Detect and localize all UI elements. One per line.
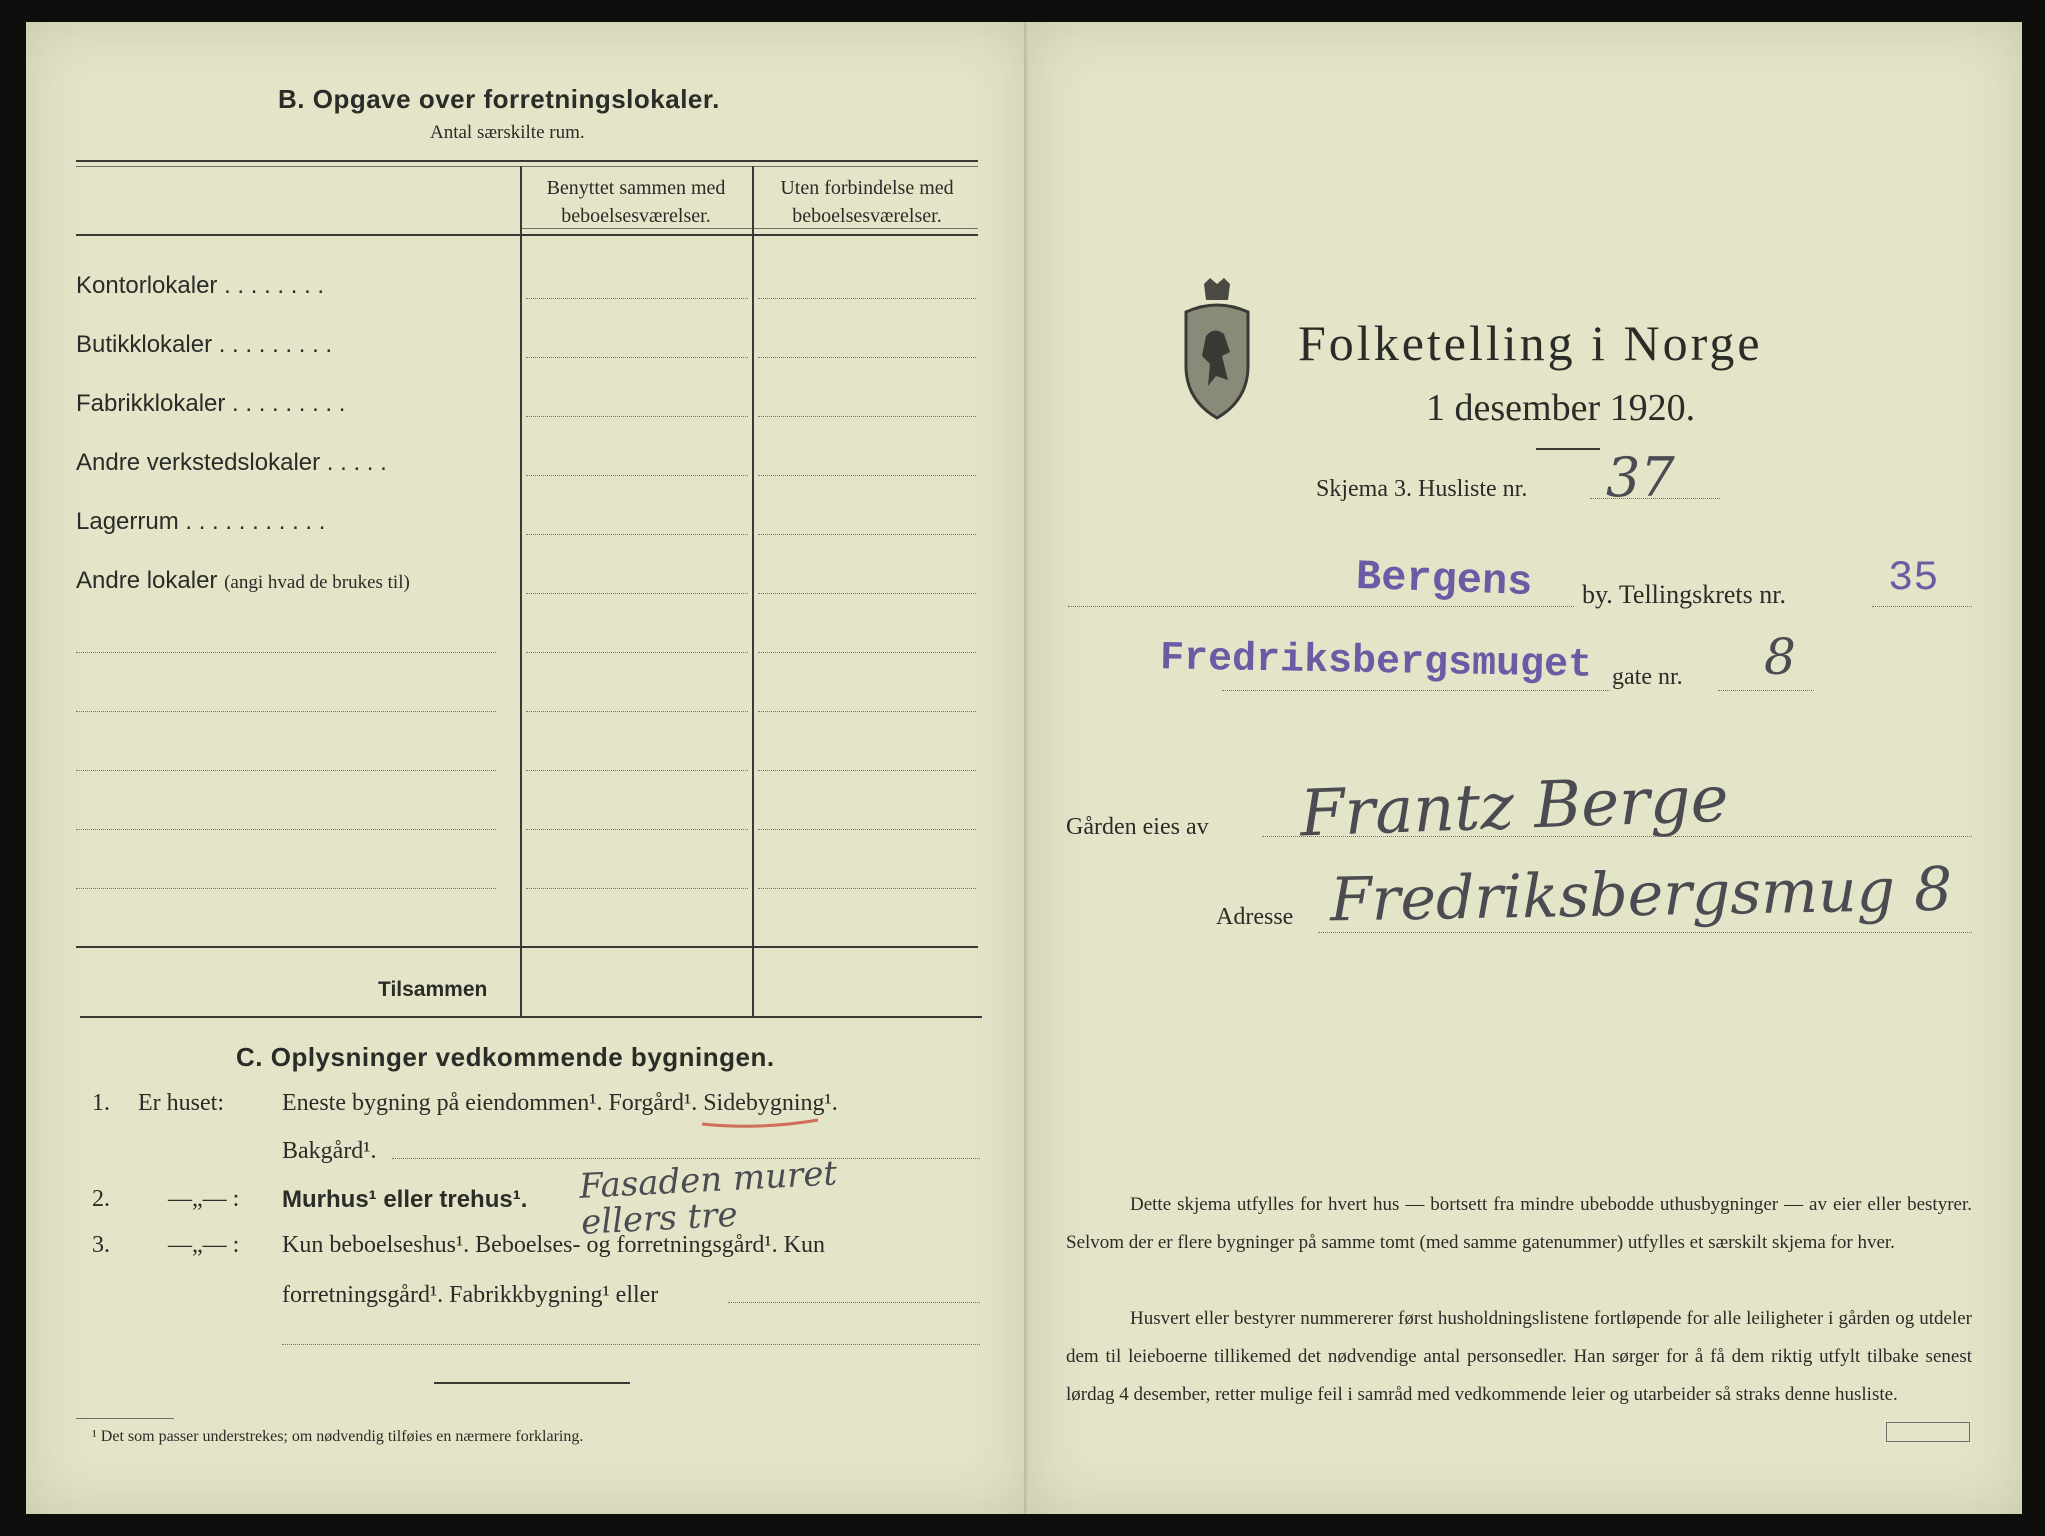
gate-label: gate nr.: [1612, 664, 1683, 690]
q2-lead: —„— :: [168, 1186, 240, 1212]
forgard-underline-mark: [700, 1116, 822, 1130]
section-c-title: C. Oplysninger vedkommende bygningen.: [236, 1042, 775, 1072]
row-label-butikk: Butikklokaler . . . . . . . . .: [76, 331, 333, 358]
q2-handwritten-answer: Fasaden muret ellers tre: [578, 1153, 839, 1243]
total-top-rule: [76, 946, 978, 948]
skjema-label: Skjema 3. Husliste nr.: [1316, 476, 1528, 502]
row-label-lager: Lagerrum . . . . . . . . . . .: [76, 508, 326, 535]
q3-number: 3.: [92, 1232, 110, 1258]
right-page: [1030, 22, 2022, 1514]
table-col-divider-2: [752, 166, 754, 946]
row-label-kontor: Kontorlokaler . . . . . . . .: [76, 272, 325, 299]
row-label-fabrikk: Fabrikklokaler . . . . . . . . .: [76, 390, 346, 417]
q1-lead: Er huset:: [138, 1090, 224, 1116]
owner-label: Gården eies av: [1066, 814, 1209, 840]
q3-options-cont: forretningsgård¹. Fabrikkbygning¹ eller: [282, 1282, 659, 1308]
by-krets-label: by. Tellingskrets nr.: [1582, 580, 1787, 609]
street-stamp: Fredriksbergsmuget: [1159, 636, 1593, 689]
address-label: Adresse: [1216, 904, 1294, 930]
instructions-paragraph-1: Dette skjema utfylles for hvert hus — bortsett fra mindre ubebodde uthusbygninger — av eier eller bestyrer. Selvom der er flere bygninger på samme tomt (med samme gatenummer) utfylles et særskilt skjema for hver.: [1066, 1194, 1972, 1253]
row-label-verksted: Andre verkstedslokaler . . . . .: [76, 449, 387, 476]
q1-options: Eneste bygning på eiendommen¹. Forgård¹. Sidebygning¹.: [282, 1090, 838, 1116]
section-b-subtitle: Antal særskilte rum.: [430, 122, 585, 143]
footnote: ¹ Det som passer understrekes; om nødvendig tilføies en nærmere forklaring.: [92, 1428, 584, 1445]
row-label-andre: [76, 567, 410, 595]
total-label: Tilsammen: [378, 978, 488, 1001]
instructions-paragraph-2: Husvert eller bestyrer nummererer først husholdningslistene fortløpende for alle leiligheter i gården og utdeler dem til leieboerne tillikemed det nødvendige antal personsedler. Han sørger for å få dem riktig utfylt tilbake senest lørdag 4 desember, retter mulige feil i samråd med vedkommende leier og utarbeider så straks denne husliste.: [1066, 1308, 1972, 1405]
census-date: 1 desember 1920.: [1426, 387, 1696, 429]
table-col-divider-1: [520, 166, 522, 946]
q2-number: 2.: [92, 1186, 110, 1212]
tellingskrets-number: 35: [1888, 554, 1939, 602]
gate-number: 8: [1764, 628, 1796, 686]
table-top-rule: [76, 160, 978, 162]
city-stamp: Bergens: [1355, 552, 1534, 608]
andre-label: Andre lokaler: [76, 567, 218, 594]
husliste-number: 37: [1606, 446, 1675, 509]
q1-number: 1.: [92, 1090, 110, 1116]
q2-options: Murhus¹ eller trehus¹.: [282, 1186, 528, 1213]
printer-mark: [1886, 1422, 1970, 1442]
table-bottom-rule: [80, 1016, 982, 1018]
q3-options: Kun beboelseshus¹. Beboelses- og forretningsgård¹. Kun: [282, 1232, 825, 1258]
section-b-title: B. Opgave over forretningslokaler.: [278, 84, 720, 114]
andre-note: (angi hvad de brukes til): [224, 572, 410, 593]
owner-name-handwritten: Frantz Berge: [1298, 762, 1730, 852]
q3-lead: —„— :: [168, 1232, 240, 1258]
section-c-end-rule: [434, 1382, 630, 1384]
address-handwritten: Fredriksbergsmug 8: [1329, 854, 1953, 936]
column-header-separate: Uten forbindelse med beboelsesværelser.: [780, 177, 954, 227]
norway-coat-of-arms-icon: [1174, 276, 1260, 424]
table-header-rule: [76, 234, 978, 236]
column-header-shared: Benyttet sammen med beboelsesværelser.: [546, 177, 726, 227]
q1-options-cont: Bakgård¹.: [282, 1138, 377, 1164]
document-title: Folketelling i Norge: [1298, 315, 1763, 371]
